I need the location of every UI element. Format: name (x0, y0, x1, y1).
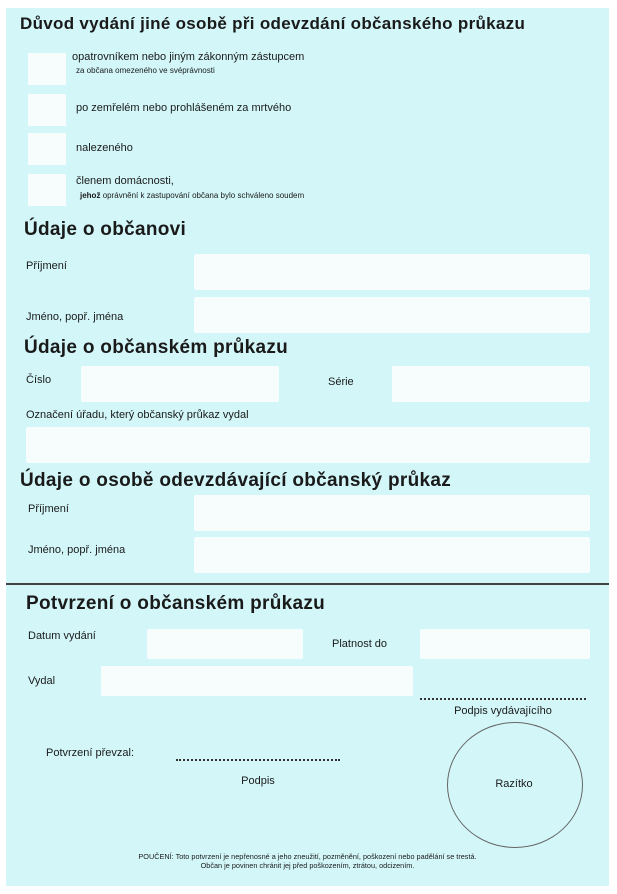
received-by-label: Potvrzení převzal: (46, 747, 135, 759)
reason-section-title: Důvod vydání jiné osobě při odevzdání občanského průkazu (20, 14, 526, 33)
notice (6, 852, 609, 870)
recipient-signature-label: Podpis (241, 775, 275, 787)
reason-option-household-sub-bold: jehož (80, 191, 101, 200)
reason-option-guardian-sub: za občana omezeného ve svéprávnosti (76, 66, 215, 75)
valid-until-label: Platnost do (332, 638, 388, 650)
issued-by-label: Vydal (28, 675, 56, 687)
person-name-field[interactable] (194, 537, 590, 573)
reason-option-deceased-label: po zemřelém nebo prohlášeném za mrtvého (76, 102, 292, 114)
reason-option-found-label: nalezeného (76, 142, 133, 154)
stamp-label: Razítko (495, 778, 533, 790)
citizen-surname-label: Příjmení (26, 260, 67, 272)
confirmation-section-title: Potvrzení o občanském průkazu (26, 593, 326, 614)
issuer-signature-line[interactable] (420, 698, 586, 700)
section-divider (6, 583, 609, 585)
id-card-form (6, 8, 609, 886)
issued-by-field[interactable] (101, 666, 413, 696)
recipient-signature-line[interactable] (176, 759, 340, 761)
citizen-section-title: Údaje o občanovi (24, 219, 187, 240)
id-series-field[interactable] (392, 366, 590, 402)
id-office-label: Označení úřadu, který občanský průkaz vydal (26, 409, 249, 421)
issue-date-field[interactable] (147, 629, 303, 659)
valid-until-field[interactable] (420, 629, 590, 659)
reason-checkbox-household[interactable] (28, 174, 66, 206)
reason-checkbox-found[interactable] (28, 133, 66, 165)
notice-line-1: POUČENÍ: Toto potvrzení je nepřenosné a jeho zneužití, pozměnění, poškození nebo padělání se trestá. (138, 852, 477, 861)
citizen-name-label: Jméno, popř. jména (26, 311, 124, 323)
issuer-signature-label: Podpis vydávajícího (454, 705, 552, 717)
id-office-field[interactable] (26, 427, 590, 463)
reason-option-guardian-label: opatrovníkem nebo jiným zákonným zástupcem (72, 51, 305, 63)
person-section-title: Údaje o osobě odevzdávající občanský průkaz (20, 470, 452, 491)
id-number-label: Číslo (26, 374, 52, 386)
citizen-surname-field[interactable] (194, 254, 590, 290)
citizen-name-field[interactable] (194, 297, 590, 333)
id-series-label: Série (328, 376, 354, 388)
id-number-field[interactable] (81, 366, 279, 402)
reason-checkbox-guardian[interactable] (28, 53, 66, 85)
notice-line-2: Občan je povinen chránit jej před poškozením, ztrátou, odcizením. (200, 861, 415, 870)
reason-option-household-sub (80, 191, 304, 200)
person-name-label: Jméno, popř. jména (28, 544, 126, 556)
reason-option-household-sub-text: oprávnění k zastupování občana bylo schváleno soudem (102, 191, 305, 200)
reason-checkbox-deceased[interactable] (28, 94, 66, 126)
issue-date-label: Datum vydání (28, 630, 96, 642)
person-surname-label: Příjmení (28, 503, 69, 515)
reason-option-household-label: členem domácnosti, (76, 175, 174, 187)
person-surname-field[interactable] (194, 495, 590, 531)
id-section-title: Údaje o občanském průkazu (24, 337, 289, 358)
